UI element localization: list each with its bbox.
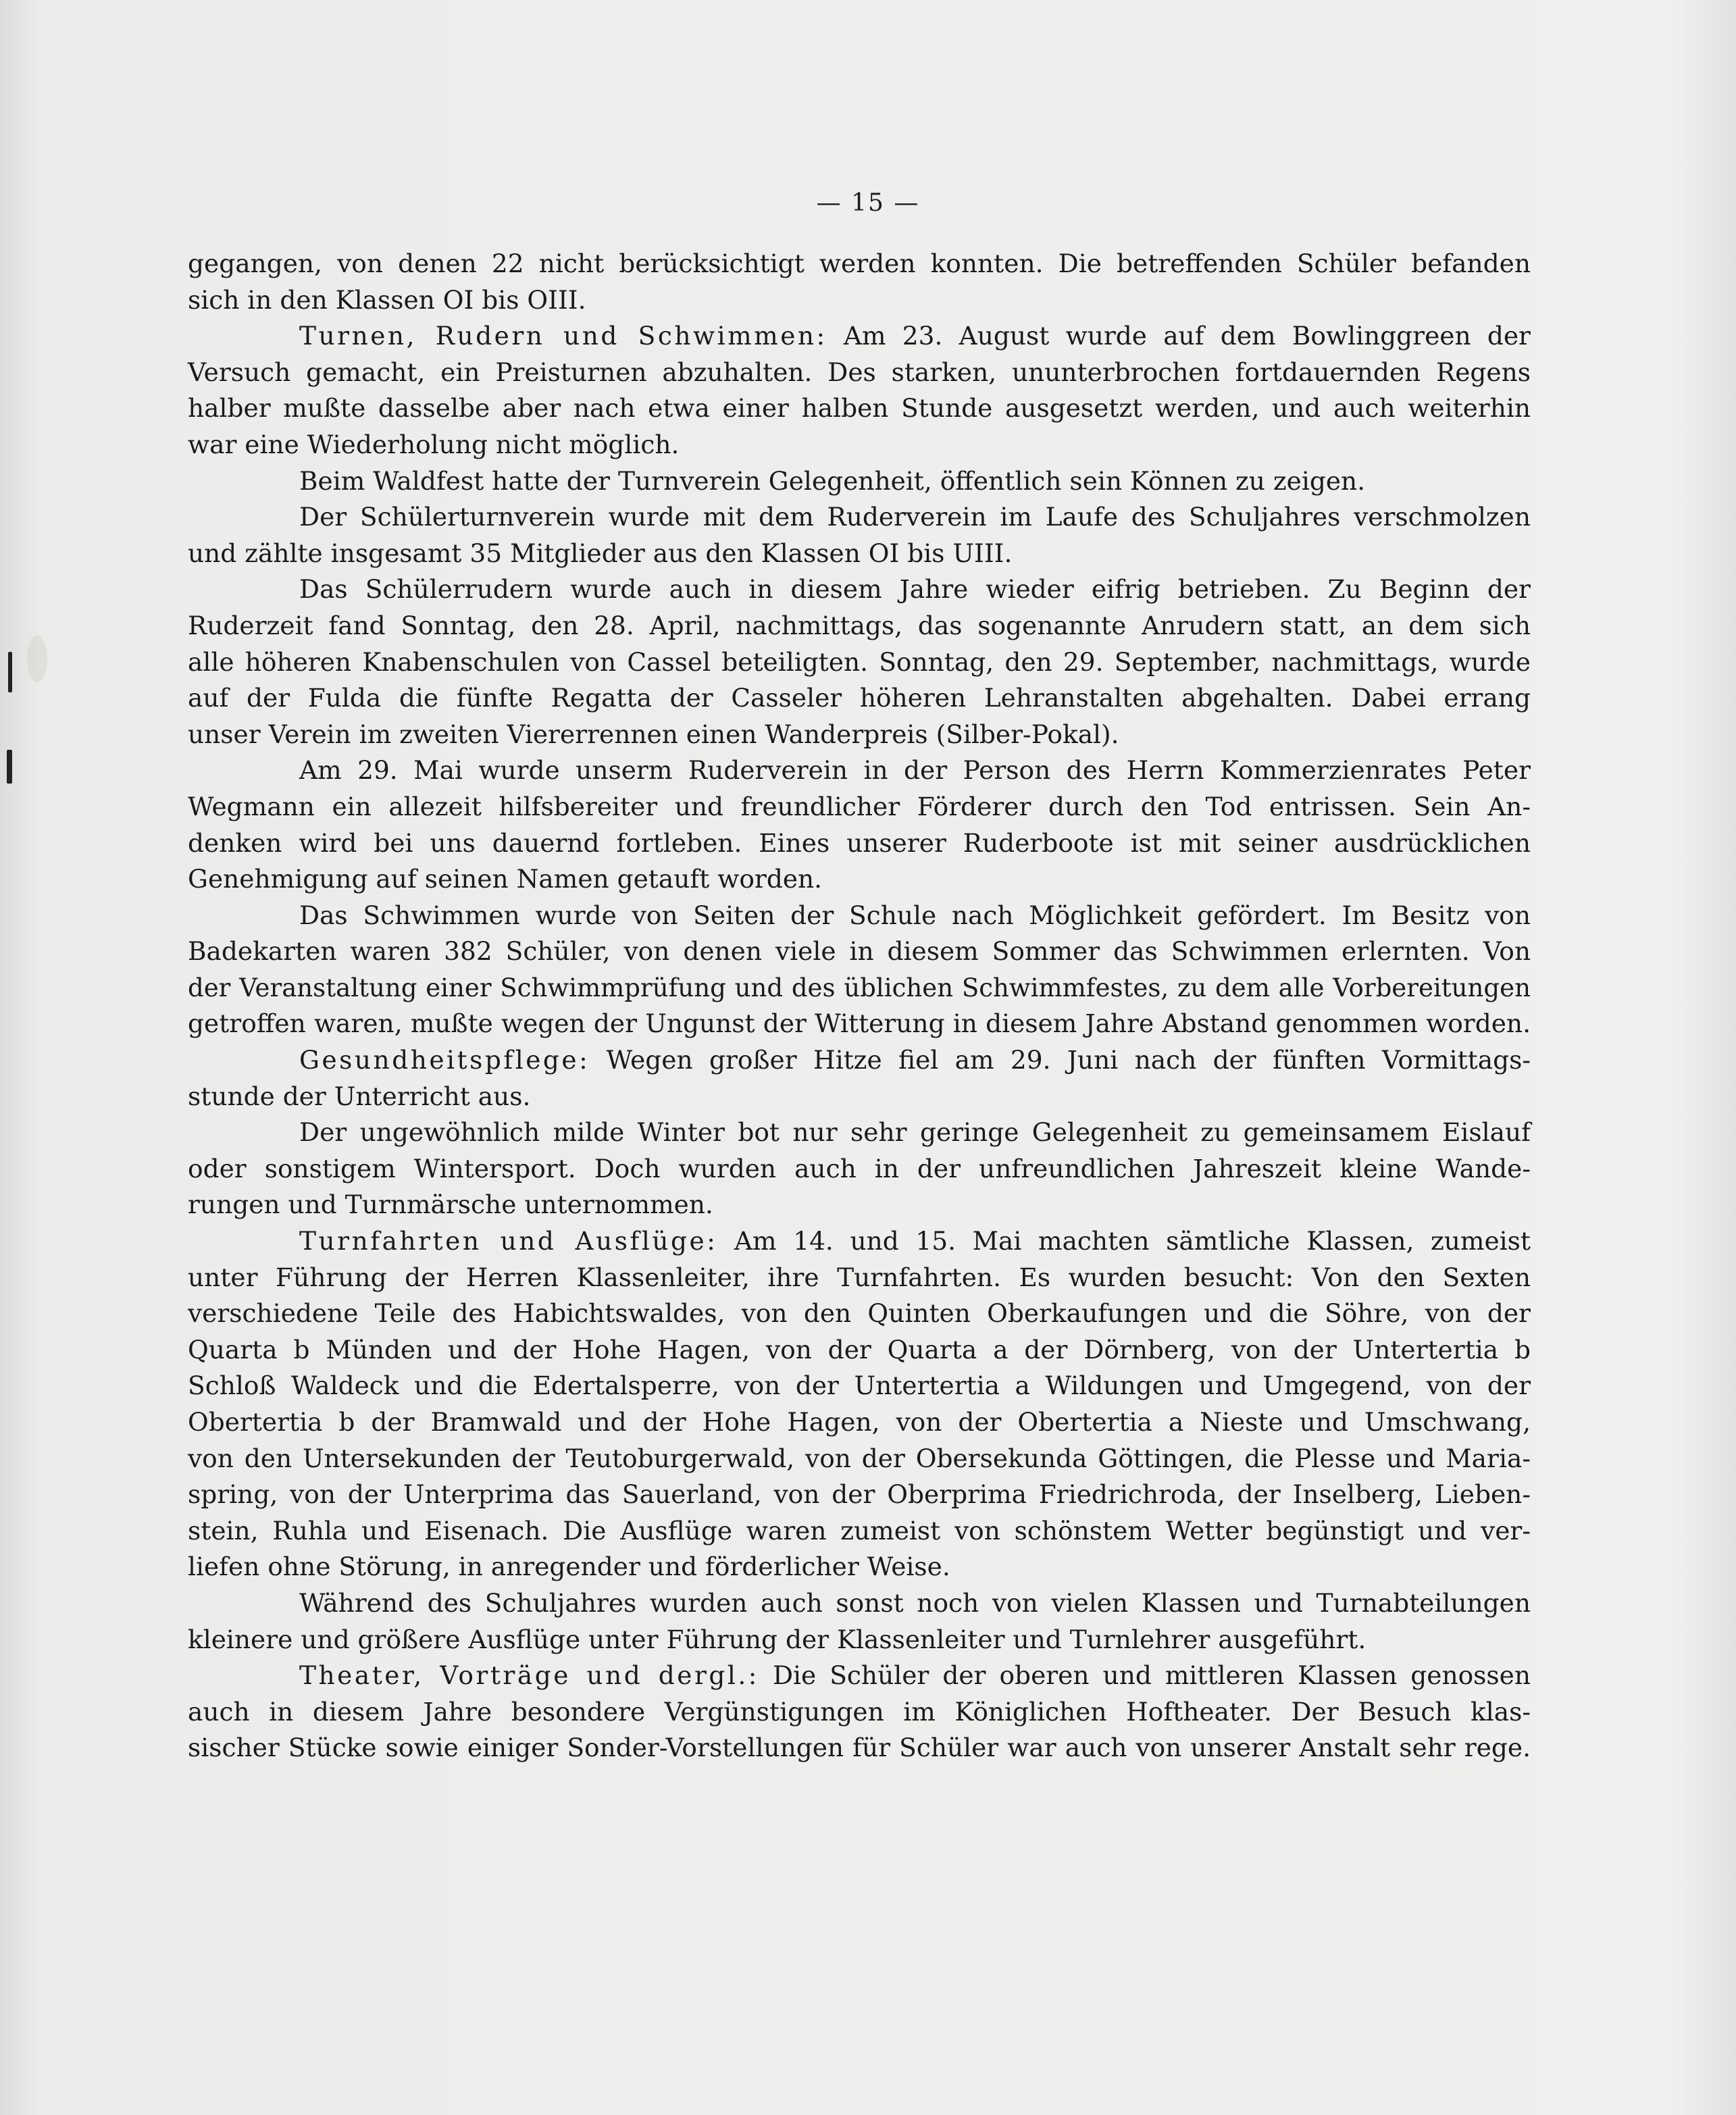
text-line: Der ungewöhnlich milde Winter bot nur sehr geringe Gelegenheit zu gemeinsamem Eislauf <box>299 1117 1531 1148</box>
text-line: gegangen, von denen 22 nicht berücksichtigt werden konnten. Die betreffenden Schüler befanden <box>188 249 1531 278</box>
text-fragment: Die Schüler der oberen und mittleren Klassen genossen <box>759 1660 1531 1691</box>
text-line: auf der Fulda die fünfte Regatta der Casseler höheren Lehranstalten abgehalten. Dabei errang <box>188 683 1531 713</box>
section-heading: Turnen, Rudern und Schwimmen: <box>299 321 827 351</box>
text-line: der Veranstaltung einer Schwimmprüfung und des üblichen Schwimmfestes, zu dem alle Vorbereitungen <box>188 973 1531 1002</box>
text-fragment: Am 14. und 15. Mai machten sämtliche Klassen, zumeist <box>717 1226 1531 1256</box>
paragraph <box>188 246 1531 318</box>
text-line: sischer Stücke sowie einiger Sonder-Vorstellungen für Schüler war auch von unserer Anstalt sehr rege. <box>188 1733 1531 1763</box>
text-line: unser Verein im zweiten Viererrennen einen Wanderpreis (Silber-Pokal). <box>188 719 1119 749</box>
paragraph <box>188 1042 1531 1115</box>
text-line: stein, Ruhla und Eisenach. Die Ausflüge waren zumeist von schönstem Wetter begünstigt und ver- <box>188 1515 1531 1546</box>
paragraph <box>188 1223 1531 1585</box>
paragraph <box>188 753 1531 897</box>
text-line: alle höheren Knabenschulen von Cassel beteiligten. Sonntag, den 29. September, nachmittags, wurde <box>188 646 1531 677</box>
paragraph <box>188 463 1531 500</box>
text-line: Badekarten waren 382 Schüler, von denen viele in diesem Sommer das Schwimmen erlernten. Von <box>188 936 1531 967</box>
text-line <box>188 318 1531 355</box>
page-number: — 15 — <box>816 189 920 217</box>
paragraph <box>188 1115 1531 1223</box>
text-line: getroffen waren, mußte wegen der Ungunst der Witterung in diesem Jahre Abstand genommen worden. <box>188 1009 1531 1039</box>
margin-mark <box>8 652 12 692</box>
text-line: Am 29. Mai wurde unserm Ruderverein in der Person des Herrn Kommerzienrates Peter <box>299 755 1531 786</box>
paragraph <box>188 1658 1531 1766</box>
text-line: auch in diesem Jahre besondere Vergünstigungen im Königlichen Hoftheater. Der Besuch klas- <box>188 1696 1531 1727</box>
paragraph <box>188 318 1531 463</box>
body-text <box>188 246 1531 1766</box>
paragraph <box>188 499 1531 571</box>
text-line <box>188 1658 1531 1694</box>
paragraph <box>188 1585 1531 1658</box>
scan-artifact <box>27 635 47 682</box>
text-line: stunde der Unterricht aus. <box>188 1081 531 1111</box>
text-line: spring, von der Unterprima das Sauerland, von der Oberprima Friedrichroda, der Inselberg, Lieben- <box>188 1479 1531 1510</box>
text-line: denken wird bei uns dauernd fortleben. Eines unserer Ruderboote ist mit seiner ausdrücklichen <box>188 827 1531 858</box>
text-line: war eine Wiederholung nicht möglich. <box>188 429 680 459</box>
text-fragment: Wegen großer Hitze fiel am 29. Juni nach der fünften Vormittags- <box>590 1045 1531 1075</box>
text-line: Versuch gemacht, ein Preisturnen abzuhalten. Des starken, ununterbrochen fortdauernden Regens <box>188 357 1531 387</box>
text-line: von den Untersekunden der Teutoburgerwald, von der Obersekunda Göttingen, die Plesse und Maria- <box>188 1443 1531 1473</box>
text-line: liefen ohne Störung, in anregender und förderlicher Weise. <box>188 1552 950 1582</box>
paragraph <box>188 571 1531 753</box>
text-line: kleinere und größere Ausflüge unter Führung der Klassenleiter und Turnlehrer ausgeführt. <box>188 1624 1367 1654</box>
text-fragment: Am 23. August wurde auf dem Bowlinggreen der <box>827 321 1531 351</box>
text-line: Schloß Waldeck und die Edertalsperre, von der Untertertia a Wildungen und Umgegend, von der <box>188 1371 1531 1401</box>
text-line: Das Schwimmen wurde von Seiten der Schule nach Möglichkeit gefördert. Im Besitz von <box>299 900 1531 930</box>
text-line: Beim Waldfest hatte der Turnverein Gelegenheit, öffentlich sein Können zu zeigen. <box>299 465 1366 496</box>
text-line: Genehmigung auf seinen Namen getauft worden. <box>188 864 823 894</box>
margin-mark <box>7 750 12 784</box>
text-line: rungen und Turnmärsche unternommen. <box>188 1190 713 1220</box>
text-line: Obertertia b der Bramwald und der Hohe Hagen, von der Obertertia a Nieste und Umschwang, <box>188 1407 1531 1437</box>
text-line: Quarta b Münden und der Hohe Hagen, von der Quarta a der Dörnberg, von der Untertertia b <box>188 1334 1531 1365</box>
text-line: Das Schülerrudern wurde auch in diesem Jahre wieder eifrig betrieben. Zu Beginn der <box>299 574 1531 605</box>
text-line <box>188 1223 1531 1260</box>
text-line: Der Schülerturnverein wurde mit dem Ruderverein im Laufe des Schuljahres verschmolzen <box>299 502 1531 532</box>
text-line: verschiedene Teile des Habichtswaldes, von den Quinten Oberkaufungen und die Söhre, von der <box>188 1298 1531 1329</box>
section-heading: Theater, Vorträge und dergl.: <box>299 1660 759 1691</box>
text-line: Während des Schuljahres wurden auch sonst noch von vielen Klassen und Turnabteilungen <box>299 1587 1531 1618</box>
text-line: Wegmann ein allezeit hilfsbereiter und freundlicher Förderer durch den Tod entrissen. Sein An- <box>188 791 1531 821</box>
text-line: und zählte insgesamt 35 Mitglieder aus den Klassen OI bis UIII. <box>188 538 1013 568</box>
text-line <box>188 1042 1531 1079</box>
text-line: Ruderzeit fand Sonntag, den 28. April, nachmittags, das sogenannte Anrudern statt, an dem sich <box>188 610 1531 640</box>
section-heading: Turnfahrten und Ausflüge: <box>299 1226 718 1256</box>
text-line: sich in den Klassen OI bis OIII. <box>188 284 586 315</box>
paragraph <box>188 898 1531 1042</box>
text-line: halber mußte dasselbe aber nach etwa einer halben Stunde ausgesetzt werden, und auch weiterhin <box>188 393 1531 424</box>
section-heading: Gesundheitspflege: <box>299 1045 590 1075</box>
text-line: unter Führung der Herren Klassenleiter, ihre Turnfahrten. Es wurden besucht: Von den Sexten <box>188 1262 1531 1292</box>
text-line: oder sonstigem Wintersport. Doch wurden auch in der unfreundlichen Jahreszeit kleine Wande- <box>188 1153 1531 1183</box>
